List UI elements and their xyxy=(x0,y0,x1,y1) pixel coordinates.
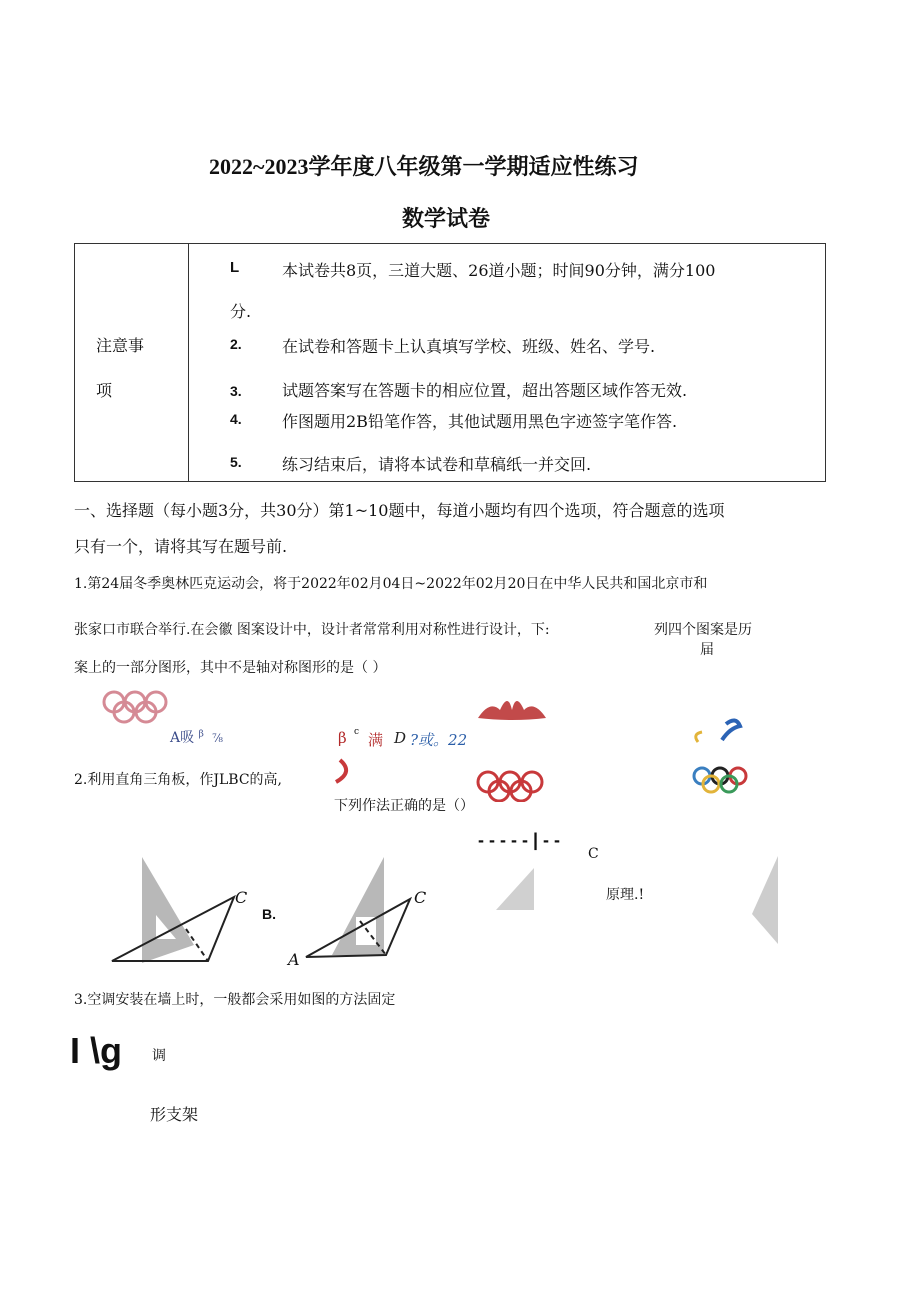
notice-label-line1: 注意事 xyxy=(96,336,145,355)
opt-c-sup: c xyxy=(354,727,360,737)
q2-label-a: A xyxy=(288,950,300,969)
section1-line1: 一、选择题（每小题3分，共30分）第1~10题中，每道小题均有四个选项，符合题意的选项 xyxy=(74,501,725,520)
q2-label-c3: C xyxy=(588,846,599,862)
q3-tiao: 调 xyxy=(152,1048,166,1064)
q1-line2a: 张家口市联合举行.在会徽 图案设计中，设计者常常利用对称性进行设计，下: xyxy=(74,622,550,638)
logo-a-image xyxy=(100,690,172,726)
q2-figure-d xyxy=(748,854,808,948)
q3-glyph: I \g xyxy=(70,1030,122,1071)
notice-item-2-num: 2. xyxy=(230,336,242,352)
notice-item-1-text: 本试卷共8页，三道大题、26道小题；时间90分钟，满分100 xyxy=(282,261,716,280)
opt-d-label: D xyxy=(394,729,407,747)
opt-a-label xyxy=(170,727,223,747)
q2-figure-b xyxy=(296,855,426,965)
page-subtitle: 数学试卷 xyxy=(402,206,491,231)
q2-dashes: - - - - - | - - xyxy=(478,830,561,850)
opt-a-sup: β xyxy=(198,729,204,740)
notice-item-5-text: 练习结束后，请将本试卷和草稿纸一并交回. xyxy=(282,455,592,474)
q2-principle: 原理.! xyxy=(606,887,645,903)
notice-item-4-text: 作图题用2B铅笔作答，其他试题用黑色字迹签字笔作答. xyxy=(282,412,678,431)
page-title: 2022~2023学年度八年级第一学期适应性练习 xyxy=(209,154,639,179)
notice-item-3-text: 试题答案写在答题卡的相应位置，超出答题区域作答无效. xyxy=(282,381,688,400)
q2-figure-c xyxy=(494,866,546,912)
q3-line1: 3.空调安装在墙上时，一般都会采用如图的方法固定 xyxy=(74,992,396,1008)
logo-c-swoosh-image xyxy=(330,756,366,786)
q1-line2b: 列四个图案是历 xyxy=(654,622,752,638)
q2-label-c1: C xyxy=(235,888,248,907)
q1-line3: 案上的一部分图形，其中不是轴对称图形的是（ ） xyxy=(74,660,387,676)
opt-b-label: β xyxy=(338,729,347,747)
notice-divider xyxy=(188,243,189,482)
opt-a-tail: ⅞ xyxy=(212,732,223,745)
notice-item-3-num: 3. xyxy=(230,383,242,399)
q3-bracket: 形支架 xyxy=(150,1105,199,1124)
logo-d-image xyxy=(688,712,758,802)
notice-item-4-num: 4. xyxy=(230,411,242,427)
opt-d-tail: ?或。22 xyxy=(410,731,468,749)
notice-item-1-cont: 分. xyxy=(230,302,252,321)
notice-label-line2: 项 xyxy=(96,381,113,400)
opt-a-text: A吸 xyxy=(170,730,195,746)
q2-option-b-label: B. xyxy=(262,906,276,922)
q2-line2: 下列作法正确的是（） xyxy=(334,798,474,814)
q1-line2c: 届 xyxy=(700,642,714,658)
logo-b-image xyxy=(470,690,554,802)
q1-line1: 1.第24届冬季奥林匹克运动会，将于2022年02月04日~2022年02月20日在中华人民共和国北京市和 xyxy=(74,576,708,592)
opt-c-label: 满 xyxy=(368,731,384,749)
notice-item-2-text: 在试卷和答题卡上认真填写学校、班级、姓名、学号. xyxy=(282,337,656,356)
q2-line1: 2.利用直角三角板，作JLBC的高, xyxy=(74,772,282,788)
q2-label-c2: C xyxy=(414,888,427,907)
notice-item-1-num: L xyxy=(230,259,240,276)
q2-figure-a xyxy=(108,855,268,965)
notice-item-5-num: 5. xyxy=(230,454,242,470)
section1-line2: 只有一个，请将其写在题号前. xyxy=(74,537,288,556)
